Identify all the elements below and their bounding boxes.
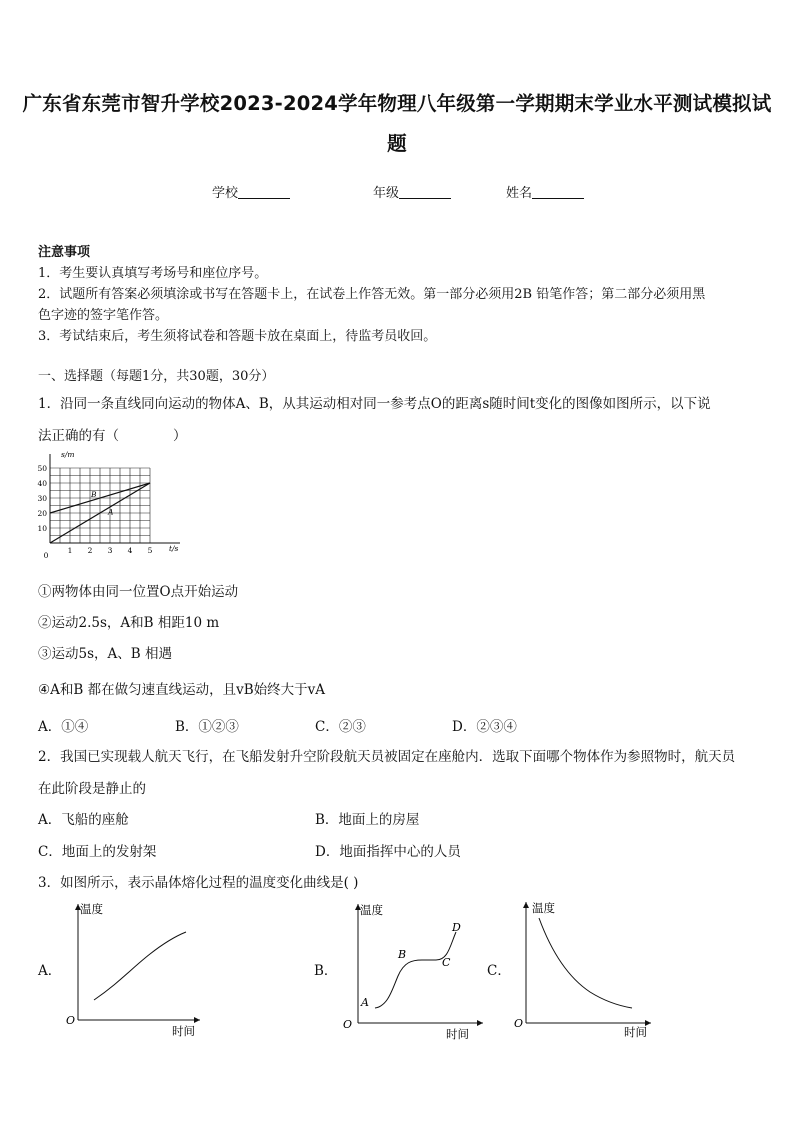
name-field: [506, 182, 584, 201]
notice-item-3: 3．考试结束后，考生须将试卷和答题卡放在桌面上，待监考员收回。: [38, 329, 437, 344]
q3-graph-b: [340, 898, 490, 1043]
chart-x-tick-label: 0: [43, 551, 49, 560]
graph-c-y-label: 温度: [532, 901, 555, 915]
school-field: [212, 182, 290, 201]
q1-stem-line1: 1．沿同一条直线同向运动的物体A、B，从其运动相对同一参考点O的距离s随时间t变化的图像如图所示，以下说: [38, 396, 711, 412]
graph-c-x-label: 时间: [624, 1025, 647, 1039]
q1-option-a: A．①④: [38, 719, 89, 735]
graph-a-origin: O: [66, 1014, 76, 1027]
q2-stem-line1: 2．我国已实现载人航天飞行，在飞船发射升空阶段航天员被固定在座舱内．选取下面哪个物体作为参照物时，航天员: [38, 749, 736, 765]
exam-title-line1: 广东省东莞市智升学校2023-2024学年物理八年级第一学期期末学业水平测试模拟试: [22, 92, 772, 115]
chart-series-label-b: B: [91, 489, 97, 499]
school-label: 学校: [212, 186, 239, 201]
q1-option-c: C．②③: [315, 719, 366, 735]
q2-option-b: B．地面上的房屋: [315, 812, 420, 828]
q3-graph-c: [506, 896, 656, 1041]
exam-title-line2: 题: [387, 132, 407, 155]
grade-blank: [399, 186, 451, 199]
chart-series-label-a: A: [108, 507, 114, 517]
chart-x-axis-label: t/s: [169, 544, 179, 553]
graph-b-point-c: C: [442, 956, 451, 969]
notice-heading: 注意事项: [38, 245, 91, 260]
grade-label: 年级: [373, 186, 400, 201]
chart-grid: [50, 468, 150, 543]
chart-x-tick-label: 3: [107, 546, 113, 555]
chart-y-tick-label: 30: [37, 494, 47, 503]
graph-b-point-a: A: [361, 996, 369, 1009]
graph-a-x-label: 时间: [172, 1024, 195, 1038]
q1-option-b: B．①②③: [175, 719, 239, 735]
graph-b-y-label: 温度: [360, 903, 383, 917]
q1-statement-2: ②运动2.5s，A和B 相距10 m: [38, 615, 220, 631]
q2-stem-line2: 在此阶段是静止的: [38, 781, 146, 797]
notice-item-2-cont: 色字迹的签字笔作答。: [38, 308, 169, 323]
graph-b-origin: O: [343, 1018, 353, 1031]
q1-stem-line2: 法正确的有（ ）: [38, 428, 187, 444]
q3-stem: 3．如图所示，表示晶体熔化过程的温度变化曲线是( ): [38, 875, 359, 891]
chart-axes: [50, 454, 180, 543]
chart-y-axis-label: s/m: [61, 450, 75, 459]
graph-a-curve: [94, 932, 186, 1000]
chart-y-tick-label: 40: [37, 479, 47, 488]
q1-st-chart: [30, 448, 190, 573]
q1-statement-4: ④A和B 都在做匀速直线运动，且vB始终大于vA: [38, 682, 325, 698]
name-blank: [532, 186, 584, 199]
grade-field: [373, 182, 451, 201]
graph-a-y-label: 温度: [80, 902, 103, 916]
chart-x-tick-label: 2: [87, 546, 93, 555]
section-heading: 一、选择题（每题1分，共30题，30分）: [38, 369, 275, 384]
graph-b-x-label: 时间: [446, 1027, 469, 1041]
q1-option-d: D．②③④: [452, 719, 517, 735]
q3-graph-a: [60, 898, 210, 1040]
chart-y-tick-label: 20: [37, 509, 47, 518]
chart-x-tick-label: 4: [127, 546, 133, 555]
chart-x-tick-label: 1: [67, 546, 73, 555]
q3-option-a-label: A．: [38, 963, 62, 979]
q2-option-c: C．地面上的发射架: [38, 844, 157, 860]
q2-option-d: D．地面指挥中心的人员: [315, 844, 461, 860]
q2-option-a: A．飞船的座舱: [38, 812, 129, 828]
notice-item-2: 2．试题所有答案必须填涂或书写在答题卡上，在试卷上作答无效。第一部分必须用2B 铅笔作答；第二部分必须用黑: [38, 287, 706, 302]
graph-b-curve: [375, 932, 456, 1008]
name-label: 姓名: [506, 186, 533, 201]
q3-option-b-label: B．: [314, 963, 338, 979]
chart-y-tick-label: 10: [37, 524, 47, 533]
q3-option-c-label: C．: [487, 963, 511, 979]
notice-item-1: 1．考生要认真填写考场号和座位序号。: [38, 266, 268, 281]
graph-c-origin: O: [514, 1017, 524, 1030]
graph-c-curve: [539, 918, 632, 1008]
graph-b-point-b: B: [398, 948, 407, 961]
q1-statement-3: ③运动5s，A、B 相遇: [38, 646, 172, 662]
school-blank: [238, 186, 290, 199]
q1-statement-1: ①两物体由同一位置O点开始运动: [38, 584, 239, 600]
graph-b-point-d: D: [452, 921, 461, 934]
chart-x-tick-label: 5: [147, 546, 153, 555]
chart-y-tick-label: 50: [37, 464, 47, 473]
